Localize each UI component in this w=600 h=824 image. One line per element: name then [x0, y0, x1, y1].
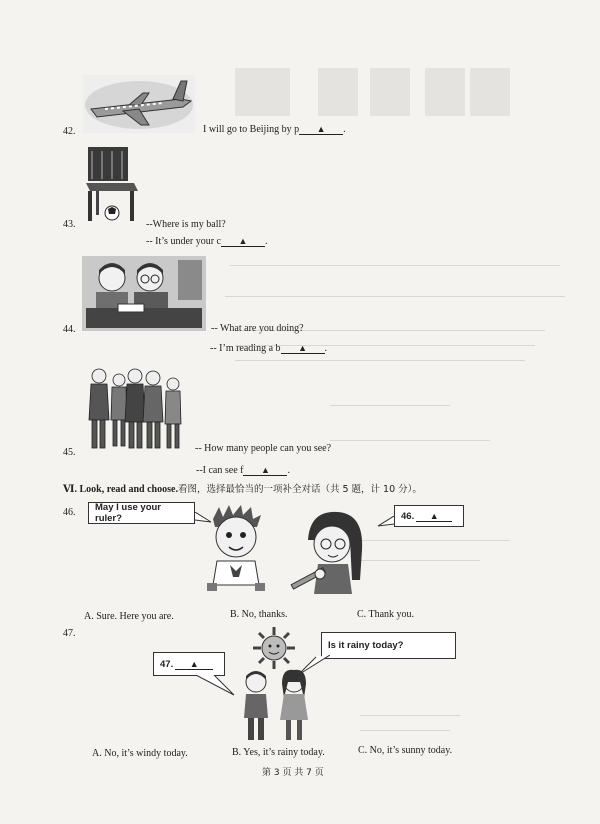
girl-with-ruler-picture	[290, 510, 370, 594]
q47-bubble-left	[153, 652, 225, 676]
q46-option-a[interactable]: A. Sure. Here you are.	[84, 611, 174, 622]
q43-line2-after: .	[264, 236, 268, 247]
section6-title: Ⅵ. Look, read and choose.	[63, 484, 178, 495]
q42-sentence	[203, 124, 346, 135]
section6-instruction: 看图，选择最恰当的一项补全对话（共 5 题，计 10 分）。	[177, 484, 422, 495]
q45-answer-blank[interactable]: ▲	[243, 465, 287, 476]
boy-picture	[205, 505, 267, 597]
q42-text-after: .	[343, 124, 346, 135]
q43-line1: --Where is my ball?	[146, 219, 226, 230]
q47-bubble-right-text: Is it rainy today?	[328, 640, 404, 651]
q44-line1: -- What are you doing?	[211, 323, 304, 334]
q46-bubble-left	[88, 502, 195, 524]
q44-line2-before: -- I’m reading a b	[210, 343, 281, 354]
q46-answer-blank[interactable]: ▲	[416, 511, 452, 522]
q47-option-b[interactable]: B. Yes, it’s rainy today.	[232, 747, 325, 758]
q45-line2-after: .	[287, 465, 290, 476]
q42-answer-blank[interactable]: ▲	[299, 124, 343, 135]
q45-line2-before: --I can see f	[196, 465, 244, 476]
q42-number: 42.	[63, 126, 76, 137]
q43-number: 43.	[63, 219, 76, 230]
q46-option-b[interactable]: B. No, thanks.	[230, 609, 288, 620]
q44-line2-after: .	[324, 343, 328, 354]
q45-line2	[196, 465, 290, 476]
q46-bubble-right-num: 46.	[401, 510, 415, 522]
q46-option-c[interactable]: C. Thank you.	[357, 609, 415, 620]
q44-answer-blank[interactable]: ▲	[281, 343, 325, 354]
q44-line2	[210, 343, 327, 354]
q45-number: 45.	[63, 447, 76, 458]
two-children-picture	[238, 668, 314, 744]
q47-bubble-right	[321, 632, 456, 659]
q44-number: 44.	[63, 324, 76, 335]
q47-answer-blank[interactable]: ▲	[175, 659, 213, 670]
q47-number: 47.	[63, 628, 76, 639]
q45-line1: -- How many people can you see?	[195, 443, 332, 454]
q47-option-a[interactable]: A. No, it’s windy today.	[92, 748, 188, 759]
reading-children-picture	[82, 256, 206, 331]
airplane-picture	[83, 75, 195, 133]
q47-option-c[interactable]: C. No, it’s sunny today.	[358, 745, 453, 756]
q43-line2-before: -- It’s under your c	[146, 236, 221, 247]
chair-ball-picture	[82, 143, 142, 225]
q46-bubble-right	[394, 505, 464, 527]
group-of-people-picture	[83, 364, 189, 454]
page-footer: 第 3 页 共 7 页	[262, 768, 324, 778]
q46-bubble-left-text: May I use your ruler?	[95, 502, 161, 524]
q47-bubble-left-tail	[196, 675, 236, 697]
q46-number: 46.	[63, 507, 76, 518]
q42-text-before: I will go to Beijing by p	[203, 124, 300, 135]
sun-picture	[252, 626, 296, 670]
q46-bubble-right-tail	[376, 516, 394, 528]
q43-line2	[146, 236, 267, 247]
q47-bubble-left-num: 47.	[160, 658, 174, 670]
q43-answer-blank[interactable]: ▲	[221, 236, 265, 247]
section6-heading	[63, 481, 422, 495]
